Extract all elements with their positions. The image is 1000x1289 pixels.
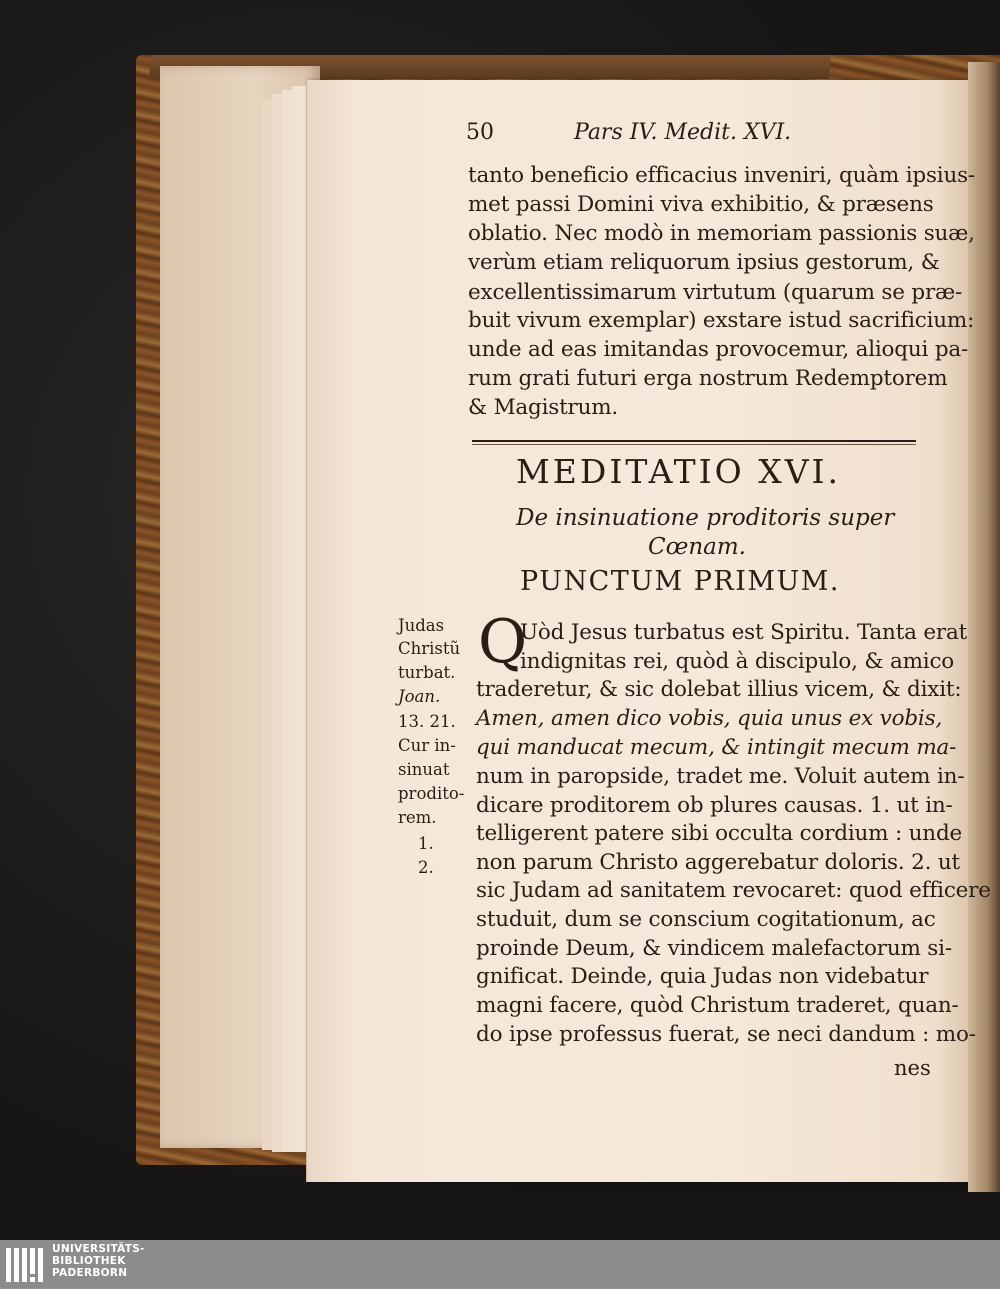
text-line: proinde Deum, & vindicem malefactorum si- — [476, 936, 952, 961]
text-line: Amen, amen dico vobis, quia unus ex vobis, — [476, 706, 943, 731]
text-line: tanto beneficio efficacius inveniri, quàm ipsius- — [468, 163, 975, 188]
running-head — [466, 120, 791, 145]
catchword: nes — [894, 1056, 931, 1080]
margin-note: Christũ — [398, 639, 461, 658]
margin-note: Joan. — [398, 687, 441, 706]
section-rule — [472, 440, 916, 442]
text-line: & Magistrum. — [468, 395, 619, 420]
text-line: num in paropside, tradet me. Voluit autem in- — [476, 764, 965, 789]
margin-note: turbat. — [398, 663, 456, 682]
text-line: non parum Christo aggerebatur doloris. 2. ut — [476, 850, 960, 875]
section-heading: PUNCTUM PRIMUM. — [520, 566, 841, 597]
text-line: qui manducat mecum, & intingit mecum ma- — [476, 735, 957, 760]
library-name-line1: UNIVERSITÄTS- — [52, 1243, 145, 1255]
margin-note: 1. — [418, 834, 434, 853]
text-line: unde ad eas imitandas provocemur, alioqui pa- — [468, 337, 969, 362]
text-line: indignitas rei, quòd à discipulo, & amico — [520, 649, 955, 674]
text-line: Uòd Jesus turbatus est Spiritu. Tanta erat — [520, 620, 968, 645]
margin-note: 13. 21. — [398, 712, 456, 731]
meditation-subtitle-cont: Cœnam. — [648, 534, 746, 560]
library-name-line2: BIBLIOTHEK — [52, 1255, 126, 1267]
margin-note: Judas — [398, 616, 445, 635]
text-line: sic Judam ad sanitatem revocaret: quod efficere — [476, 878, 991, 903]
margin-note: Cur in- — [398, 736, 456, 755]
margin-note: sinuat — [398, 760, 450, 779]
text-line: do ipse professus fuerat, se neci dandum : mo- — [476, 1022, 976, 1047]
library-footer — [0, 1240, 1000, 1289]
margin-note: rem. — [398, 808, 437, 827]
text-line: excellentissimarum virtutum (quarum se præ- — [468, 280, 963, 305]
margin-note: prodito- — [398, 784, 465, 803]
text-line: dicare proditorem ob plures causas. 1. ut in- — [476, 793, 953, 818]
text-line: buit vivum exemplar) exstare istud sacrificium: — [468, 308, 975, 333]
text-line: studuit, dum se conscium cogitationum, ac — [476, 907, 936, 932]
text-line: telligerent patere sibi occulta cordium : unde — [476, 821, 963, 846]
library-name-line3: PADERBORN — [52, 1267, 128, 1279]
page-number: 50 — [466, 120, 494, 145]
margin-note: 2. — [418, 858, 434, 877]
text-line: met passi Domini viva exhibitio, & præsens — [468, 192, 934, 217]
text-line: verùm etiam reliquorum ipsius gestorum, & — [468, 250, 940, 275]
text-line: gnificat. Deinde, quia Judas non videbatur — [476, 964, 929, 989]
text-line: oblatio. Nec modò in memoriam passionis suæ, — [468, 221, 975, 246]
text-line: magni facere, quòd Christum traderet, quan- — [476, 993, 959, 1018]
library-logo-icon — [4, 1244, 46, 1286]
running-title: Pars IV. Medit. XVI. — [574, 120, 792, 145]
section-rule-thin — [472, 444, 916, 445]
meditation-title: MEDITATIO XVI. — [516, 452, 842, 491]
text-line: rum grati futuri erga nostrum Redemptorem — [468, 366, 948, 391]
drop-cap: Q — [478, 607, 528, 677]
meditation-subtitle: De insinuatione proditoris super — [516, 505, 895, 531]
text-line: traderetur, & sic dolebat illius vicem, & dixit: — [476, 677, 962, 702]
